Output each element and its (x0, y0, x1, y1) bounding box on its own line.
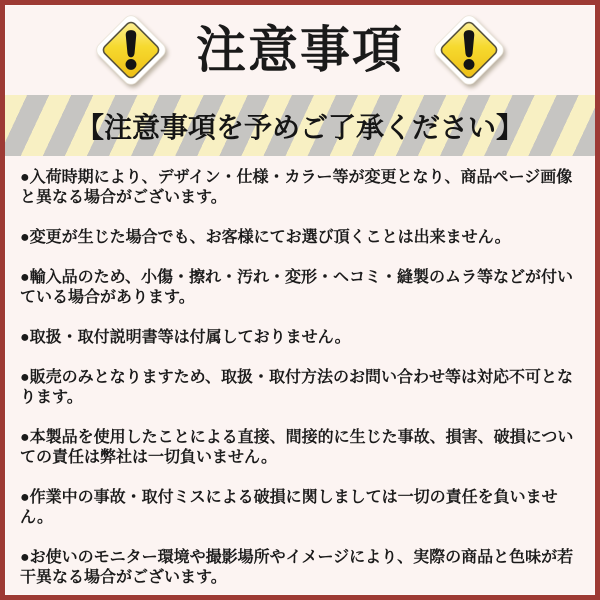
page-title: 注意事項 (196, 22, 404, 78)
warning-diamond-icon (430, 11, 508, 89)
header (5, 5, 595, 95)
hazard-stripe-banner (5, 95, 595, 156)
notice-item: ●作業中の事故・取付ミスによる破損に関しましては一切の責任を負いません。 (20, 489, 558, 526)
warning-diamond-icon (92, 11, 170, 89)
notice-item: ●取扱・取付説明書等は付属しておりません。 (20, 329, 351, 346)
notice-item: ●販売のみとなりますため、取扱・取付方法のお問い合わせ等は対応不可となります。 (20, 369, 574, 406)
notice-item: ●輸入品のため、小傷・擦れ・汚れ・変形・ヘコミ・縫製のムラ等などが付いている場合があります。 (20, 269, 574, 306)
notice-item: ●本製品を使用したことによる直接、間接的に生じた事故、損害、破損についての責任は弊社は一切負いません。 (20, 429, 574, 466)
notice-item: ●お使いのモニター環境や撮影場所やイメージにより、実際の商品と色味が若干異なる場合がございます。 (20, 549, 574, 586)
notice-item: ●変更が生じた場合でも、お客様にてお選び頂くことは出来ません。 (20, 229, 511, 246)
notice-list (5, 156, 595, 588)
banner-text: 【注意事項を予めご了承ください】 (75, 111, 524, 143)
notice-item: ●入荷時期により、デザイン・仕様・カラー等が変更となり、商品ページ画像と異なる場合がございます。 (20, 169, 573, 206)
